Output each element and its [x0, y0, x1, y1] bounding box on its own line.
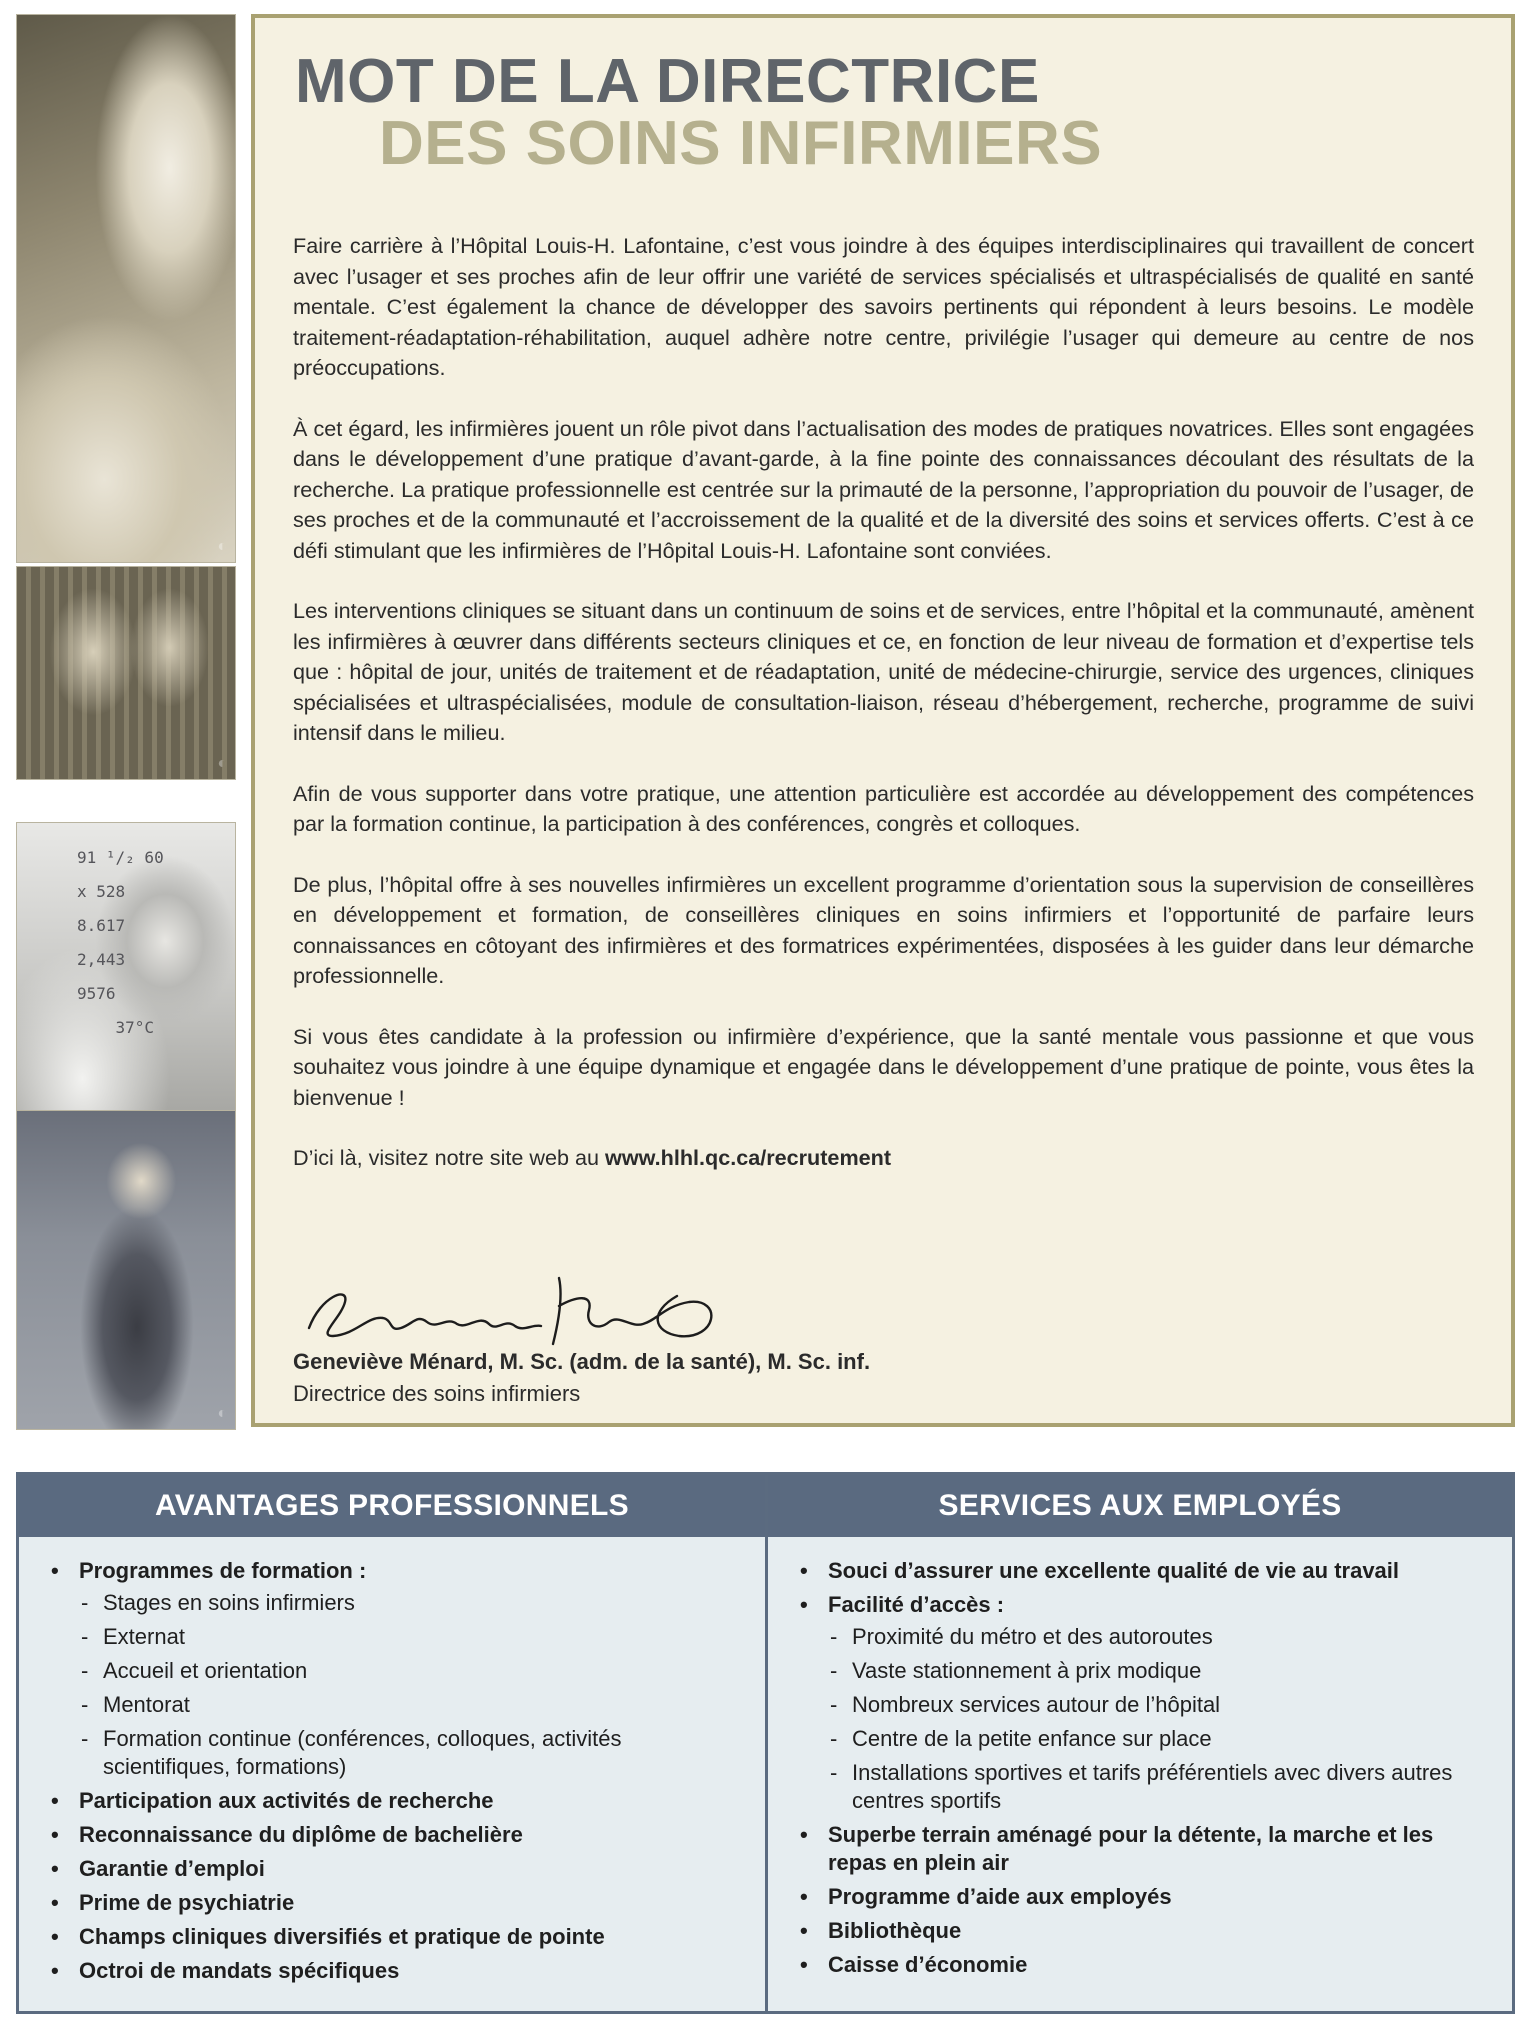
list-item-label: Superbe terrain aménagé pour la détente, la marche et les repas en plein air [828, 1822, 1434, 1875]
list-item [33, 1889, 735, 1917]
signatory-role: Directrice des soins infirmiers [293, 1381, 581, 1406]
signatory-name: Geneviève Ménard, M. Sc. (adm. de la santé), M. Sc. inf. [293, 1349, 871, 1374]
board-notes: 91 ¹/₂ 60 x 528 8.617 2,443 9576 37°C [77, 848, 164, 1037]
letter-paragraph: Afin de vous supporter dans votre pratique, une attention particulière est accordée au développement des compétences par la formation continue, la participation à des conférences, congrès et colloques. [293, 780, 1474, 836]
photo-lab-worker [16, 822, 236, 1152]
photo-icon: ◐ [217, 755, 227, 772]
list-item-label: Facilité d’accès : [828, 1592, 1005, 1617]
list-item [33, 1957, 735, 1985]
sub-list-item: - Formation continue (conférences, colloques, activités scientifiques, formations) [79, 1725, 735, 1781]
list-item [782, 1883, 1482, 1911]
sub-list-item: - Installations sportives et tarifs préférentiels avec divers autres centres sportifs [828, 1759, 1482, 1815]
sub-list-item: - Nombreux services autour de l’hôpital [828, 1691, 1482, 1719]
website-link[interactable]: www.hlhl.qc.ca/recrutement [605, 1145, 892, 1170]
photo-library-students [16, 566, 236, 780]
sub-list-item: - Accueil et orientation [79, 1657, 735, 1685]
photo-teacher [16, 1110, 236, 1430]
photo-icon: ◐ [217, 1405, 227, 1422]
director-letter-panel [251, 14, 1515, 1427]
professional-benefits-column [19, 1475, 768, 2011]
employee-services-list [768, 1537, 1512, 1979]
list-item [782, 1591, 1482, 1815]
sub-list-item: - Proximité du métro et des autoroutes [828, 1623, 1482, 1651]
list-item [33, 1557, 735, 1781]
photo-nurse-portrait [16, 14, 236, 563]
list-item-label: Garantie d’emploi [79, 1856, 265, 1881]
list-item [782, 1557, 1482, 1585]
letter-paragraph: À cet égard, les infirmières jouent un rôle pivot dans l’actualisation des modes de pratiques novatrices. Elles sont engagées dans le développement d’une pratique d’avant-garde, à la fine pointe des connaissances découlant des résultats de la recherche. La pratique professionnelle est centrée sur la primauté de la personne, l’appropriation du pouvoir de l’usager, de ses proches et de la communauté et l’accroissement de la qualité et de la diversité des soins et services offerts. C’est à ce défi stimulant que les infirmières de l’Hôpital Louis-H. Lafontaine sont conviées. [293, 415, 1474, 563]
list-item [782, 1917, 1482, 1945]
letter-paragraph: Les interventions cliniques se situant dans un continuum de soins et de services, entre l’hôpital et la communauté, amènent les infirmières à œuvrer dans différents secteurs cliniques et ce, en fonction de leur niveau de formation et d’expertise tels que : hôpital de jour, unités de traitement et de réadaptation, unité de médecine-chirurgie, service des urgences, cliniques spécialisées et ultraspécialisées, module de consultation-liaison, réseau d’hébergement, recherche, programme de suivi intensif dans le milieu. [293, 598, 1474, 745]
list-item-label: Prime de psychiatrie [79, 1890, 295, 1915]
list-item-label: Programmes de formation : [79, 1558, 367, 1583]
photo-icon: ◐ [217, 538, 227, 555]
sub-list [828, 1623, 1482, 1815]
list-item-label: Reconnaissance du diplôme de bachelière [79, 1822, 523, 1847]
benefits-table [16, 1472, 1515, 2014]
list-item-label: Bibliothèque [828, 1918, 962, 1943]
page-title-line1: MOT DE LA DIRECTRICE [295, 47, 1040, 116]
sub-list-item: - Vaste stationnement à prix modique [828, 1657, 1482, 1685]
sub-list-item: - Mentorat [79, 1691, 735, 1719]
letter-paragraph: Si vous êtes candidate à la profession ou infirmière d’expérience, que la santé mentale vous passionne et que vous souhaitez vous joindre à une équipe dynamique et engagée dans le développement d’une pratique de pointe, vous êtes la bienvenue ! [293, 1023, 1474, 1110]
letter-paragraph: De plus, l’hôpital offre à ses nouvelles infirmières un excellent programme d’orientation sous la supervision de conseillères en développement et formation, de conseillères cliniques en soins infirmiers et l’opportunité de parfaire leurs connaissances en côtoyant des infirmières et des formatrices expérimentées, disposées à les guider dans leur démarche professionnelle. [293, 871, 1474, 988]
signature-image [297, 1266, 727, 1358]
list-item [782, 1821, 1482, 1877]
list-item-label: Programme d’aide aux employés [828, 1884, 1172, 1909]
list-item-label: Octroi de mandats spécifiques [79, 1958, 400, 1983]
letter-body [293, 231, 1474, 1174]
list-item [33, 1855, 735, 1883]
professional-benefits-list [19, 1537, 765, 1985]
list-item-label: Caisse d’économie [828, 1952, 1028, 1977]
list-item [782, 1951, 1482, 1979]
list-item-label: Souci d’assurer une excellente qualité de vie au travail [828, 1558, 1400, 1583]
list-item [33, 1923, 735, 1951]
sub-list [79, 1589, 735, 1781]
list-item-label: Champs cliniques diversifiés et pratique de pointe [79, 1924, 605, 1949]
page-title-line2: DES SOINS INFIRMIERS [379, 109, 1103, 178]
professional-benefits-heading: AVANTAGES PROFESSIONNELS [19, 1475, 765, 1537]
list-item [33, 1821, 735, 1849]
employee-services-column [768, 1475, 1512, 2011]
employee-services-heading: SERVICES AUX EMPLOYÉS [768, 1475, 1512, 1537]
sub-list-item: - Centre de la petite enfance sur place [828, 1725, 1482, 1753]
closing-line [293, 1143, 1474, 1174]
list-item [33, 1787, 735, 1815]
sub-list-item: - Stages en soins infirmiers [79, 1589, 735, 1617]
sub-list-item: - Externat [79, 1623, 735, 1651]
closing-prefix: D’ici là, visitez notre site web au [293, 1145, 606, 1170]
letter-paragraph: Faire carrière à l’Hôpital Louis-H. Lafontaine, c’est vous joindre à des équipes interdisciplinaires qui travaillent de concert avec l’usager et ses proches afin de leur offrir une variété de services spécialisés et ultraspécialisés de qualité en santé mentale. C’est également la chance de développer des savoirs pertinents qui répondent à leurs besoins. Le modèle traitement-réadaptation-réhabilitation, auquel adhère notre centre, privilégie l’usager qui demeure au centre de nos préoccupations. [293, 233, 1474, 380]
list-item-label: Participation aux activités de recherche [79, 1788, 494, 1813]
